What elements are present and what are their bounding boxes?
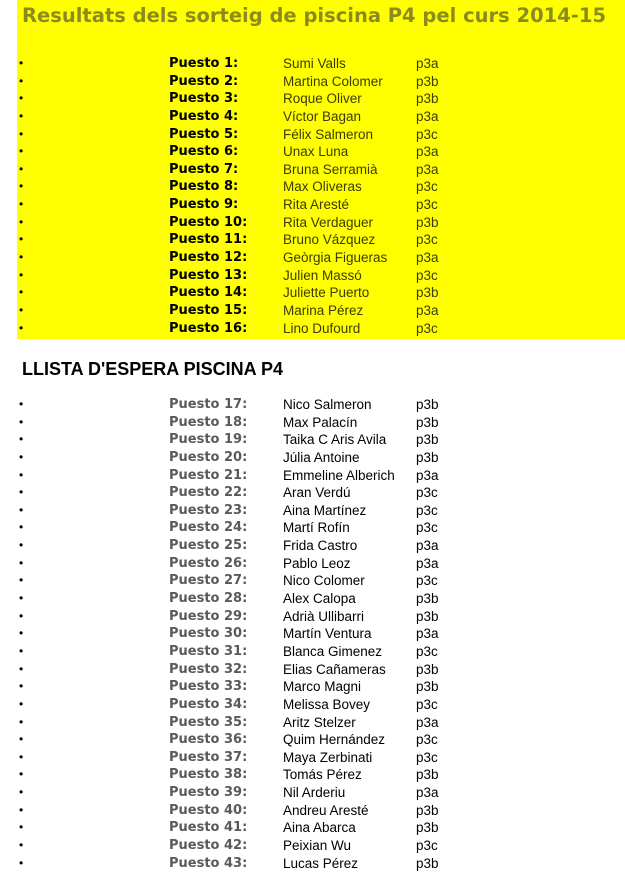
bullet-icon: •	[19, 73, 24, 88]
student-name: Roque Oliver	[283, 91, 362, 107]
list-item	[0, 714, 625, 732]
bullet-icon: •	[19, 538, 24, 553]
bullet-icon: •	[19, 626, 24, 641]
student-name: Geòrgia Figueras	[283, 250, 388, 266]
list-item	[0, 126, 625, 144]
bullet-icon: •	[19, 696, 24, 711]
student-name: Nico Colomer	[283, 573, 365, 589]
bullet-icon: •	[19, 285, 24, 300]
list-item	[0, 502, 625, 520]
class-group: p3c	[416, 320, 438, 336]
class-group: p3b	[416, 397, 439, 412]
class-group: p3a	[416, 626, 439, 642]
student-name: Max Oliveras	[283, 179, 362, 195]
class-group: p3b	[416, 285, 439, 301]
position-label: Puesto 20:	[169, 449, 248, 465]
list-item	[0, 802, 625, 820]
bullet-icon: •	[19, 573, 24, 588]
class-group: p3a	[416, 302, 439, 318]
class-group: p3b	[416, 802, 439, 818]
class-group: p3a	[416, 467, 439, 483]
list-item	[0, 661, 625, 679]
position-label: Puesto 35:	[169, 714, 248, 730]
bullet-icon: •	[19, 144, 24, 159]
student-name: Taika C Aris Avila	[283, 432, 387, 448]
position-label: Puesto 37:	[169, 749, 248, 765]
student-name: Sumi Valls	[283, 56, 346, 71]
bullet-icon: •	[19, 108, 24, 123]
class-group: p3c	[416, 267, 438, 283]
position-label: Puesto 19:	[169, 432, 248, 448]
position-label: Puesto 34:	[169, 696, 248, 712]
position-label: Puesto 1:	[169, 56, 239, 71]
bullet-icon: •	[19, 232, 24, 247]
student-name: Martí Rofín	[283, 520, 350, 536]
class-group: p3c	[416, 197, 438, 213]
student-name: Nico Salmeron	[283, 397, 372, 412]
student-name: Bruna Serramià	[283, 161, 378, 177]
class-group: p3a	[416, 714, 439, 730]
student-name: Nil Arderiu	[283, 785, 346, 801]
bullet-icon: •	[19, 502, 24, 517]
student-name: Max Palacín	[283, 414, 358, 430]
bullet-icon: •	[19, 214, 24, 229]
bullet-icon: •	[19, 838, 24, 853]
student-name: Bruno Vázquez	[283, 232, 376, 248]
list-item	[0, 643, 625, 661]
list-item	[0, 766, 625, 784]
student-name: Alex Calopa	[283, 591, 356, 607]
list-item	[0, 320, 625, 338]
bullet-icon: •	[19, 555, 24, 570]
class-group: p3a	[416, 785, 439, 801]
position-label: Puesto 30:	[169, 626, 248, 642]
class-group: p3b	[416, 855, 439, 871]
bullet-icon: •	[19, 161, 24, 176]
bullet-icon: •	[19, 485, 24, 500]
student-name: Andreu Aresté	[283, 802, 369, 818]
class-group: p3b	[416, 767, 439, 783]
class-group: p3a	[416, 144, 439, 160]
list-item	[0, 537, 625, 555]
student-name: Unax Luna	[283, 144, 349, 160]
list-item	[0, 73, 625, 91]
class-group: p3b	[416, 214, 439, 230]
list-item	[0, 467, 625, 485]
position-label: Puesto 39:	[169, 785, 248, 801]
winners-list	[0, 55, 625, 337]
position-label: Puesto 33:	[169, 679, 248, 695]
list-item	[0, 143, 625, 161]
class-group: p3a	[416, 161, 439, 177]
position-label: Puesto 18:	[169, 414, 248, 430]
position-label: Puesto 11:	[169, 232, 248, 248]
student-name: Quim Hernández	[283, 732, 386, 748]
class-group: p3c	[416, 749, 438, 765]
list-item	[0, 196, 625, 214]
bullet-icon: •	[19, 267, 24, 282]
position-label: Puesto 22:	[169, 485, 248, 501]
class-group: p3a	[416, 538, 439, 554]
bullet-icon: •	[19, 732, 24, 747]
list-item	[0, 819, 625, 837]
list-item	[0, 414, 625, 432]
bullet-icon: •	[19, 785, 24, 800]
position-label: Puesto 31:	[169, 643, 248, 659]
class-group: p3c	[416, 232, 438, 248]
list-item	[0, 108, 625, 126]
list-item	[0, 855, 625, 873]
list-item	[0, 449, 625, 467]
position-label: Puesto 15:	[169, 302, 248, 318]
list-item	[0, 302, 625, 320]
student-name: Frida Castro	[283, 538, 358, 554]
bullet-icon: •	[19, 432, 24, 447]
class-group: p3c	[416, 696, 438, 712]
bullet-icon: •	[19, 643, 24, 658]
position-label: Puesto 16:	[169, 320, 248, 336]
position-label: Puesto 2:	[169, 73, 239, 89]
bullet-icon: •	[19, 820, 24, 835]
class-group: p3c	[416, 126, 438, 142]
class-group: p3c	[416, 520, 438, 536]
bullet-icon: •	[19, 397, 24, 411]
class-group: p3b	[416, 414, 439, 430]
list-item	[0, 249, 625, 267]
student-name: Adrià Ullibarri	[283, 608, 365, 624]
bullet-icon: •	[19, 56, 24, 70]
student-name: Martín Ventura	[283, 626, 372, 642]
position-label: Puesto 7:	[169, 161, 239, 177]
bullet-icon: •	[19, 608, 24, 623]
class-group: p3b	[416, 432, 439, 448]
page-title: Resultats dels sorteig de piscina P4 pel curs 2014-15	[22, 4, 607, 27]
position-label: Puesto 32:	[169, 661, 248, 677]
list-item	[0, 231, 625, 249]
list-item	[0, 519, 625, 537]
waiting-list	[0, 396, 625, 872]
student-name: Aran Verdú	[283, 485, 351, 501]
class-group: p3c	[416, 502, 438, 518]
position-label: Puesto 17:	[169, 397, 248, 412]
position-label: Puesto 9:	[169, 197, 239, 213]
bullet-icon: •	[19, 749, 24, 764]
student-name: Aina Martínez	[283, 502, 367, 518]
student-name: Martina Colomer	[283, 73, 383, 89]
student-name: Júlia Antoine	[283, 449, 360, 465]
position-label: Puesto 28:	[169, 591, 248, 607]
list-item	[0, 731, 625, 749]
waiting-list-title: LLISTA D'ESPERA PISCINA P4	[22, 359, 283, 379]
student-name: Marina Pérez	[283, 302, 364, 318]
class-group: p3b	[416, 449, 439, 465]
list-item	[0, 555, 625, 573]
student-name: Aina Abarca	[283, 820, 356, 836]
bullet-icon: •	[19, 449, 24, 464]
position-label: Puesto 23:	[169, 502, 248, 518]
student-name: Lucas Pérez	[283, 855, 359, 871]
student-name: Tomás Pérez	[283, 767, 362, 783]
class-group: p3c	[416, 485, 438, 501]
class-group: p3a	[416, 108, 439, 124]
class-group: p3c	[416, 732, 438, 748]
position-label: Puesto 25:	[169, 538, 248, 554]
list-item	[0, 678, 625, 696]
student-name: Maya Zerbinati	[283, 749, 373, 765]
student-name: Rita Verdaguer	[283, 214, 374, 230]
list-item	[0, 214, 625, 232]
position-label: Puesto 3:	[169, 91, 239, 107]
list-item	[0, 284, 625, 302]
position-label: Puesto 13:	[169, 267, 248, 283]
bullet-icon: •	[19, 179, 24, 194]
class-group: p3b	[416, 608, 439, 624]
list-item	[0, 837, 625, 855]
student-name: Marco Magni	[283, 679, 362, 695]
class-group: p3c	[416, 179, 438, 195]
list-item	[0, 784, 625, 802]
position-label: Puesto 42:	[169, 838, 248, 854]
list-item	[0, 590, 625, 608]
bullet-icon: •	[19, 467, 24, 482]
position-label: Puesto 43:	[169, 855, 248, 871]
student-name: Rita Aresté	[283, 197, 350, 213]
list-item	[0, 431, 625, 449]
bullet-icon: •	[19, 591, 24, 606]
list-item	[0, 625, 625, 643]
position-label: Puesto 14:	[169, 285, 248, 301]
bullet-icon: •	[19, 91, 24, 106]
bullet-icon: •	[19, 320, 24, 335]
student-name: Lino Dufourd	[283, 320, 361, 336]
class-group: p3b	[416, 661, 439, 677]
class-group: p3a	[416, 250, 439, 266]
student-name: Julien Massó	[283, 267, 362, 283]
position-label: Puesto 40:	[169, 802, 248, 818]
student-name: Emmeline Alberich	[283, 467, 395, 483]
student-name: Blanca Gimenez	[283, 643, 383, 659]
position-label: Puesto 36:	[169, 732, 248, 748]
position-label: Puesto 27:	[169, 573, 248, 589]
bullet-icon: •	[19, 714, 24, 729]
class-group: p3a	[416, 555, 439, 571]
position-label: Puesto 29:	[169, 608, 248, 624]
list-item	[0, 396, 625, 414]
list-item	[0, 484, 625, 502]
student-name: Víctor Bagan	[283, 108, 362, 124]
position-label: Puesto 21:	[169, 467, 248, 483]
list-item	[0, 267, 625, 285]
student-name: Melissa Bovey	[283, 696, 371, 712]
position-label: Puesto 38:	[169, 767, 248, 783]
position-label: Puesto 5:	[169, 126, 239, 142]
position-label: Puesto 4:	[169, 108, 239, 124]
position-label: Puesto 24:	[169, 520, 248, 536]
bullet-icon: •	[19, 855, 24, 870]
position-label: Puesto 41:	[169, 820, 248, 836]
bullet-icon: •	[19, 126, 24, 141]
position-label: Puesto 26:	[169, 555, 248, 571]
class-group: p3c	[416, 573, 438, 589]
bullet-icon: •	[19, 250, 24, 265]
position-label: Puesto 12:	[169, 250, 248, 266]
position-label: Puesto 8:	[169, 179, 239, 195]
bullet-icon: •	[19, 197, 24, 212]
position-label: Puesto 10:	[169, 214, 248, 230]
student-name: Pablo Leoz	[283, 555, 351, 571]
student-name: Elias Cañameras	[283, 661, 386, 677]
class-group: p3b	[416, 73, 439, 89]
class-group: p3b	[416, 91, 439, 107]
list-item	[0, 90, 625, 108]
student-name: Peixian Wu	[283, 838, 352, 854]
student-name: Juliette Puerto	[283, 285, 370, 301]
class-group: p3b	[416, 591, 439, 607]
list-item	[0, 696, 625, 714]
class-group: p3a	[416, 56, 439, 71]
class-group: p3c	[416, 643, 438, 659]
bullet-icon: •	[19, 414, 24, 429]
bullet-icon: •	[19, 802, 24, 817]
bullet-icon: •	[19, 661, 24, 676]
class-group: p3c	[416, 838, 438, 854]
class-group: p3b	[416, 820, 439, 836]
list-item	[0, 161, 625, 179]
list-item	[0, 749, 625, 767]
list-item	[0, 178, 625, 196]
bullet-icon: •	[19, 302, 24, 317]
class-group: p3b	[416, 679, 439, 695]
list-item	[0, 572, 625, 590]
student-name: Félix Salmeron	[283, 126, 374, 142]
bullet-icon: •	[19, 679, 24, 694]
bullet-icon: •	[19, 767, 24, 782]
position-label: Puesto 6:	[169, 144, 239, 160]
list-item	[0, 55, 625, 73]
student-name: Aritz Stelzer	[283, 714, 356, 730]
list-item	[0, 608, 625, 626]
bullet-icon: •	[19, 520, 24, 535]
